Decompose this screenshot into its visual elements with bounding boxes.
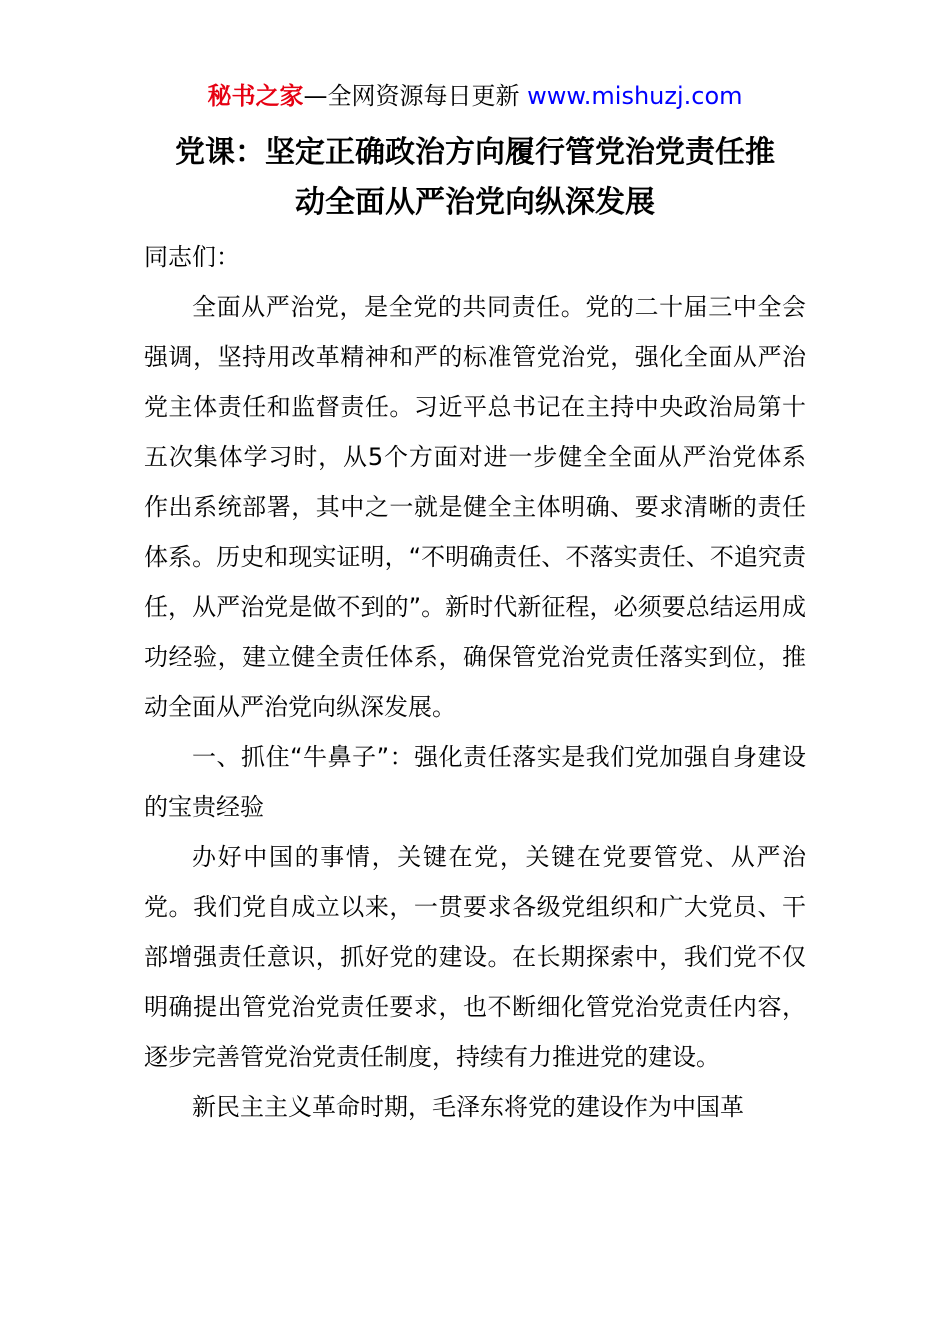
header-tagline: 全网资源每日更新 <box>327 82 520 110</box>
paragraph-intro: 全面从严治党，是全党的共同责任。党的二十届三中全会强调，坚持用改革精神和严的标准管党治党，强化全面从严治党主体责任和监督责任。习近平总书记在主持中央政治局第十五次集体学习时，从5个方面对进一步健全全面从严治党体系作出系统部署，其中之一就是健全主体明确、要求清晰的责任体系。历史和现实证明，“不明确责任、不落实责任、不追究责任，从严治党是做不到的”。新时代新征程，必须要总结运用成功经验，建立健全责任体系，确保管党治党责任落实到位，推动全面从严治党向纵深发展。 <box>144 293 806 721</box>
document-title <box>0 128 950 228</box>
title-line-1: 党课：坚定正确政治方向履行管党治党责任推 <box>175 135 775 170</box>
section-heading-1: 一、抓住“牛鼻子”：强化责任落实是我们党加强自身建设的宝贵经验 <box>144 743 806 821</box>
header-dash: — <box>303 82 328 110</box>
title-line-2: 动全面从严治党向纵深发展 <box>295 185 655 220</box>
paragraph-history: 新民主主义革命时期，毛泽东将党的建设作为中国革 <box>192 1093 744 1121</box>
document-body <box>144 232 806 1132</box>
site-header <box>0 80 950 112</box>
site-url[interactable]: www.mishuzj.com <box>527 82 743 110</box>
brand-name: 秘书之家 <box>207 82 304 110</box>
paragraph-section-1: 办好中国的事情，关键在党，关键在党要管党、从严治党。我们党自成立以来，一贯要求各级党组织和广大党员、干部增强责任意识，抓好党的建设。在长期探索中，我们党不仅明确提出管党治党责任要求，也不断细化管党治党责任内容，逐步完善管党治党责任制度，持续有力推进党的建设。 <box>144 843 806 1071</box>
salutation: 同志们： <box>144 243 240 271</box>
